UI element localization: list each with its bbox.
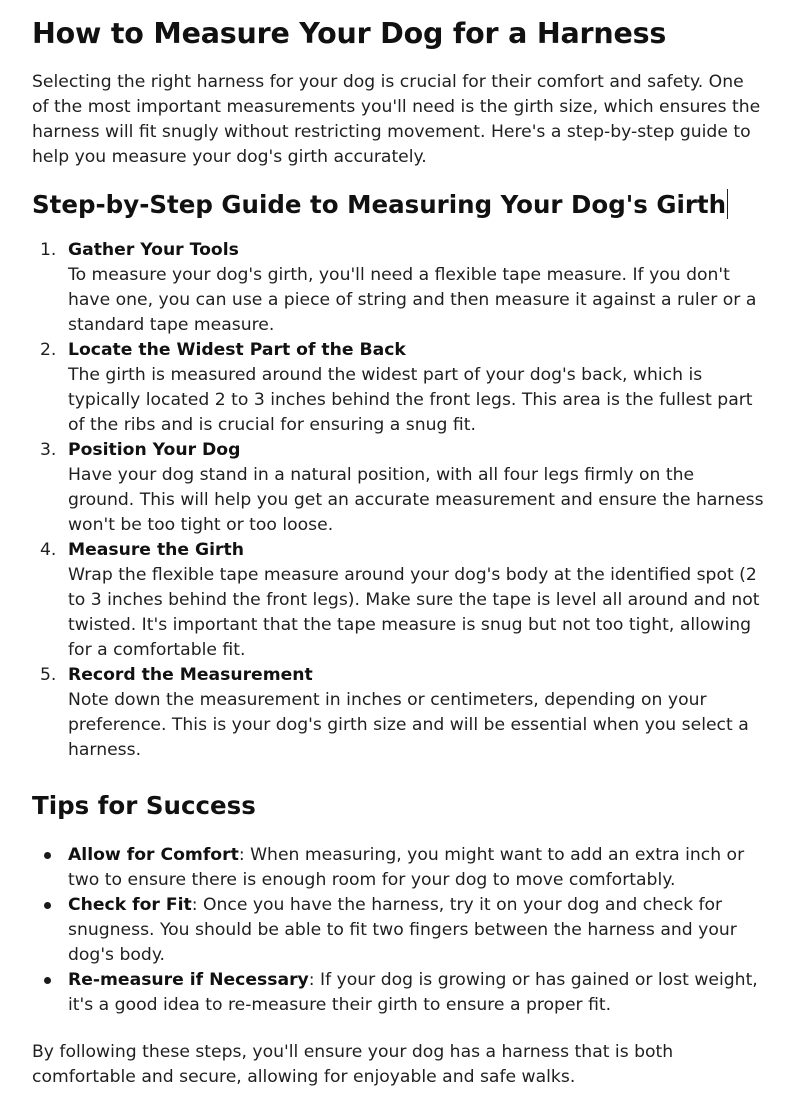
bullet-icon	[44, 902, 51, 909]
bullet-icon	[44, 852, 51, 859]
step-number: 2.	[40, 340, 57, 360]
steps-list	[32, 238, 764, 763]
list-item	[32, 968, 764, 1018]
tips-list	[32, 843, 764, 1018]
tip-description: : When measuring, you might want to add an extra inch or two to ensure there is enough room for your dog to move comfortably.	[68, 845, 745, 890]
list-item	[32, 893, 764, 968]
outro-paragraph: By following these steps, you'll ensure your dog has a harness that is both comfortable and secure, allowing for enjoyable and safe walks.	[32, 1042, 674, 1087]
step-description: Have your dog stand in a natural position, with all four legs firmly on the ground. This will help you get an accurate measurement and ensure the harness won't be too tight or too loose.	[68, 465, 764, 535]
list-item	[32, 843, 764, 893]
step-description: The girth is measured around the widest part of your dog's back, which is typically located 2 to 3 inches behind the front legs. This area is the fullest part of the ribs and is crucial for ensuring a snug fit.	[68, 365, 753, 435]
steps-heading-text: Step-by-Step Guide to Measuring Your Dog's Girth	[32, 190, 727, 219]
list-item	[32, 663, 764, 763]
step-title: Record the Measurement	[68, 665, 313, 685]
text-cursor	[727, 189, 728, 219]
step-number: 4.	[40, 540, 57, 560]
tip-description: : If your dog is growing or has gained or lost weight, it's a good idea to re-measure their girth to ensure a proper fit.	[68, 970, 758, 1015]
list-item	[32, 438, 764, 538]
step-title: Measure the Girth	[68, 540, 244, 560]
tip-title: Allow for Comfort	[68, 845, 239, 865]
page-title: How to Measure Your Dog for a Harness	[32, 17, 667, 50]
step-description: To measure your dog's girth, you'll need a flexible tape measure. If you don't have one, you can use a piece of string and then measure it against a ruler or a standard tape measure.	[68, 265, 757, 335]
list-item	[32, 338, 764, 438]
list-item	[32, 238, 764, 338]
bullet-icon	[44, 977, 51, 984]
steps-heading[interactable]	[32, 188, 764, 222]
list-item	[32, 538, 764, 663]
tips-heading: Tips for Success	[32, 791, 256, 820]
step-number: 1.	[40, 240, 57, 260]
tip-title: Check for Fit	[68, 895, 192, 915]
step-title: Gather Your Tools	[68, 240, 239, 260]
step-number: 5.	[40, 665, 57, 685]
step-description: Note down the measurement in inches or centimeters, depending on your preference. This is your dog's girth size and will be essential when you select a harness.	[68, 690, 749, 760]
step-title: Locate the Widest Part of the Back	[68, 340, 406, 360]
intro-paragraph: Selecting the right harness for your dog is crucial for their comfort and safety. One of the most important measurements you'll need is the girth size, which ensures the harness will fit snugly without restricting movement. Here's a step-by-step guide to help you measure your dog's girth accurately.	[32, 72, 761, 167]
step-title: Position Your Dog	[68, 440, 241, 460]
tip-title: Re-measure if Necessary	[68, 970, 309, 990]
step-description: Wrap the flexible tape measure around your dog's body at the identified spot (2 to 3 inches behind the front legs). Make sure the tape is level all around and not twisted. It's important that the tape measure is snug but not too tight, allowing for a comfortable fit.	[68, 565, 760, 660]
step-number: 3.	[40, 440, 57, 460]
tip-description: : Once you have the harness, try it on your dog and check for snugness. You should be able to fit two fingers between the harness and your dog's body.	[68, 895, 737, 965]
